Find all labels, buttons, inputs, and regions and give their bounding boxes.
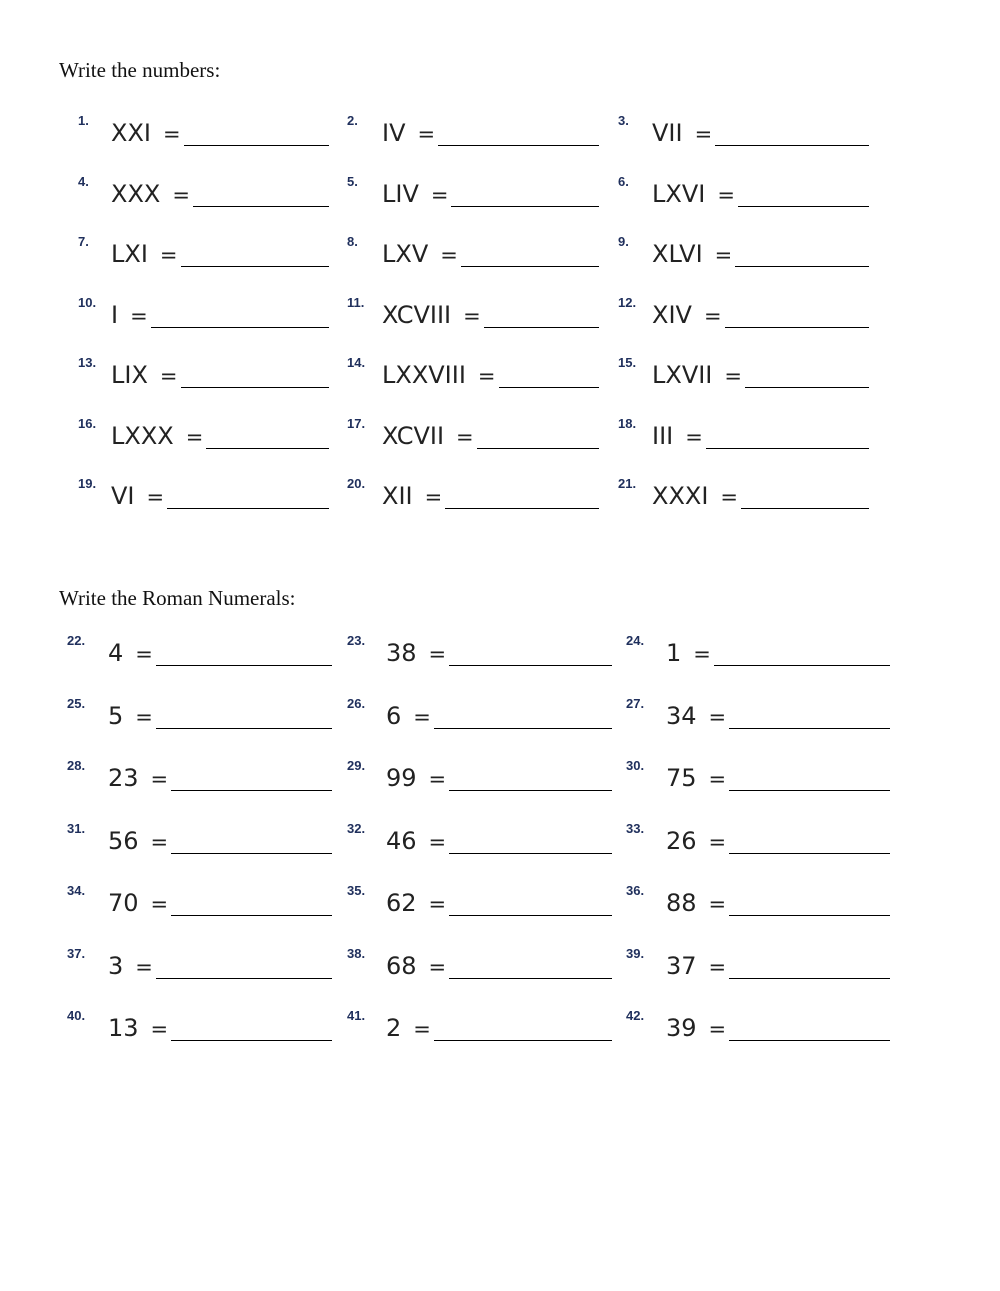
exercise-question xyxy=(386,827,446,855)
exercise-item xyxy=(626,758,890,804)
exercise-question xyxy=(108,639,153,667)
answer-blank[interactable] xyxy=(729,790,890,791)
exercise-item xyxy=(78,416,329,462)
exercise-question xyxy=(386,764,446,792)
answer-blank[interactable] xyxy=(434,728,612,729)
equals-sign: = xyxy=(708,829,727,854)
question-value: III xyxy=(652,421,674,450)
answer-blank[interactable] xyxy=(181,387,329,388)
exercise-question xyxy=(386,702,431,730)
exercise-item xyxy=(626,883,890,929)
equals-sign: = xyxy=(477,364,496,388)
question-value: 88 xyxy=(666,889,697,917)
question-value: 68 xyxy=(386,951,417,980)
exercise-item xyxy=(347,113,599,159)
exercise-question xyxy=(108,1014,168,1042)
question-value: 70 xyxy=(108,889,139,917)
exercise-item xyxy=(347,633,612,679)
exercise-item xyxy=(618,113,869,159)
exercise-question xyxy=(386,889,446,917)
question-value: XLVI xyxy=(652,240,703,268)
exercise-question xyxy=(666,702,726,730)
question-value: LXI xyxy=(111,240,148,268)
equals-sign: = xyxy=(424,485,443,509)
exercise-item xyxy=(78,113,329,159)
exercise-item xyxy=(347,821,612,867)
question-value: 56 xyxy=(108,826,139,855)
exercise-number: 8. xyxy=(347,234,358,249)
exercise-number: 39. xyxy=(626,945,645,961)
question-value: 39 xyxy=(666,1014,697,1042)
exercise-item xyxy=(347,758,612,804)
answer-blank[interactable] xyxy=(729,978,890,979)
equals-sign: = xyxy=(417,122,436,146)
equals-sign: = xyxy=(428,642,447,666)
exercise-question xyxy=(382,180,448,208)
exercise-number: 25. xyxy=(67,695,86,711)
exercise-item xyxy=(626,696,890,742)
exercise-number: 24. xyxy=(626,633,645,648)
answer-blank[interactable] xyxy=(738,206,869,207)
answer-blank[interactable] xyxy=(167,508,329,509)
equals-sign: = xyxy=(708,954,727,979)
exercise-item xyxy=(347,295,599,341)
exercise-number: 16. xyxy=(78,415,97,431)
question-value: I xyxy=(111,300,119,329)
question-value: LIV xyxy=(382,179,419,208)
equals-sign: = xyxy=(130,303,148,328)
answer-blank[interactable] xyxy=(184,145,329,146)
exercise-item xyxy=(67,696,332,742)
equals-sign: = xyxy=(172,182,190,207)
exercise-number: 42. xyxy=(626,1008,645,1023)
exercise-number: 17. xyxy=(347,415,366,431)
answer-blank[interactable] xyxy=(729,915,890,916)
exercise-number: 23. xyxy=(347,633,366,648)
equals-sign: = xyxy=(135,704,153,729)
exercise-question xyxy=(666,952,726,980)
question-value: 1 xyxy=(666,639,682,667)
exercise-item xyxy=(618,355,869,401)
exercise-number: 6. xyxy=(618,173,629,189)
answer-blank[interactable] xyxy=(729,853,890,854)
answer-blank[interactable] xyxy=(156,665,332,666)
question-value: 2 xyxy=(386,1014,402,1042)
question-value: 46 xyxy=(386,826,417,855)
equals-sign: = xyxy=(413,704,431,729)
exercise-question xyxy=(666,827,726,855)
answer-blank[interactable] xyxy=(745,387,869,388)
equals-sign: = xyxy=(428,954,447,979)
answer-blank[interactable] xyxy=(484,327,599,328)
equals-sign: = xyxy=(708,704,727,729)
question-value: 6 xyxy=(386,701,402,730)
exercise-item xyxy=(67,946,332,992)
answer-blank[interactable] xyxy=(193,206,329,207)
equals-sign: = xyxy=(724,364,742,388)
question-value: 62 xyxy=(386,889,417,917)
question-value: 23 xyxy=(108,764,139,792)
exercise-item xyxy=(618,234,869,280)
exercise-item xyxy=(626,633,890,679)
section-2-heading: Write the Roman Numerals: xyxy=(59,586,296,610)
exercise-number: 1. xyxy=(78,113,89,128)
question-value: 3 xyxy=(108,951,124,980)
exercise-question xyxy=(652,301,722,329)
question-value: 4 xyxy=(108,639,124,667)
exercise-item xyxy=(618,174,869,220)
equals-sign: = xyxy=(717,182,735,207)
equals-sign: = xyxy=(135,642,153,666)
exercise-number: 20. xyxy=(347,476,366,491)
exercise-number: 21. xyxy=(618,476,637,491)
equals-sign: = xyxy=(440,243,458,267)
exercise-number: 11. xyxy=(347,294,365,310)
exercise-number: 12. xyxy=(618,294,637,310)
exercise-question xyxy=(666,1014,726,1042)
exercise-question xyxy=(386,952,446,980)
exercise-question xyxy=(111,119,181,147)
equals-sign: = xyxy=(708,1017,727,1041)
exercise-question xyxy=(652,361,742,389)
exercise-number: 5. xyxy=(347,173,358,189)
question-value: XXI xyxy=(111,119,151,147)
exercise-item xyxy=(347,174,599,220)
equals-sign: = xyxy=(694,122,713,146)
exercise-question xyxy=(108,889,168,917)
exercise-question xyxy=(652,119,712,147)
answer-blank[interactable] xyxy=(449,915,612,916)
exercise-question xyxy=(111,482,164,510)
question-value: XCVII xyxy=(382,421,445,450)
exercise-number: 2. xyxy=(347,113,358,128)
exercise-question xyxy=(386,639,446,667)
exercise-number: 9. xyxy=(618,234,629,249)
exercise-question xyxy=(652,240,732,268)
exercise-item xyxy=(78,295,329,341)
question-value: XCVIII xyxy=(382,300,452,329)
exercise-question xyxy=(386,1014,431,1042)
exercise-item xyxy=(78,174,329,220)
equals-sign: = xyxy=(428,767,447,791)
equals-sign: = xyxy=(162,122,181,146)
answer-blank[interactable] xyxy=(171,790,332,791)
question-value: VII xyxy=(652,119,683,147)
exercise-number: 19. xyxy=(78,476,97,491)
question-value: LXV xyxy=(382,240,429,268)
exercise-item xyxy=(347,476,599,522)
exercise-item xyxy=(67,821,332,867)
answer-blank[interactable] xyxy=(449,790,612,791)
question-value: 37 xyxy=(666,951,697,980)
answer-blank[interactable] xyxy=(729,1040,890,1041)
exercise-question xyxy=(382,482,442,510)
exercise-number: 3. xyxy=(618,113,629,128)
exercise-question xyxy=(382,361,496,389)
equals-sign: = xyxy=(456,424,474,449)
exercise-question xyxy=(666,889,726,917)
exercise-item xyxy=(78,476,329,522)
exercise-question xyxy=(111,301,148,329)
answer-blank[interactable] xyxy=(181,266,329,267)
exercise-question xyxy=(652,422,703,450)
question-value: 13 xyxy=(108,1014,139,1042)
exercise-number: 32. xyxy=(347,820,366,836)
exercise-question xyxy=(382,119,435,147)
equals-sign: = xyxy=(708,767,727,791)
exercise-number: 13. xyxy=(78,355,97,370)
answer-blank[interactable] xyxy=(461,266,599,267)
exercise-question xyxy=(111,180,190,208)
exercise-item xyxy=(78,355,329,401)
answer-blank[interactable] xyxy=(156,978,332,979)
answer-blank[interactable] xyxy=(171,1040,332,1041)
question-value: XII xyxy=(382,482,413,510)
exercise-number: 33. xyxy=(626,820,645,836)
exercise-number: 14. xyxy=(347,355,366,370)
exercise-item xyxy=(347,883,612,929)
exercise-number: 36. xyxy=(626,883,645,898)
question-value: IV xyxy=(382,119,406,147)
answer-blank[interactable] xyxy=(206,448,329,449)
exercise-item xyxy=(626,821,890,867)
exercise-number: 28. xyxy=(67,758,86,773)
exercise-number: 37. xyxy=(67,945,86,961)
exercise-number: 22. xyxy=(67,633,86,648)
exercise-number: 27. xyxy=(626,695,645,711)
exercise-number: 15. xyxy=(618,355,637,370)
question-value: XXX xyxy=(111,179,161,208)
equals-sign: = xyxy=(463,303,481,328)
exercise-number: 10. xyxy=(78,294,97,310)
exercise-question xyxy=(652,482,738,510)
exercise-number: 29. xyxy=(347,758,366,773)
question-value: LXVI xyxy=(652,179,706,208)
exercise-number: 35. xyxy=(347,883,366,898)
exercise-question xyxy=(108,702,153,730)
exercise-question xyxy=(652,180,735,208)
question-value: LIX xyxy=(111,361,148,389)
equals-sign: = xyxy=(135,954,153,979)
equals-sign: = xyxy=(720,485,739,509)
exercise-item xyxy=(347,1008,612,1054)
exercise-item xyxy=(618,476,869,522)
exercise-number: 34. xyxy=(67,883,86,898)
answer-blank[interactable] xyxy=(714,665,890,666)
question-value: 34 xyxy=(666,701,697,730)
question-value: XXXI xyxy=(652,482,709,510)
answer-blank[interactable] xyxy=(171,853,332,854)
answer-blank[interactable] xyxy=(449,853,612,854)
exercise-number: 18. xyxy=(618,415,637,431)
equals-sign: = xyxy=(159,364,178,388)
exercise-item xyxy=(626,1008,890,1054)
equals-sign: = xyxy=(150,767,169,791)
question-value: XIV xyxy=(652,300,692,329)
exercise-item xyxy=(347,234,599,280)
exercise-number: 40. xyxy=(67,1008,86,1023)
answer-blank[interactable] xyxy=(735,266,869,267)
equals-sign: = xyxy=(150,1017,169,1041)
equals-sign: = xyxy=(708,892,727,916)
exercise-number: 41. xyxy=(347,1008,366,1023)
answer-blank[interactable] xyxy=(438,145,599,146)
answer-blank[interactable] xyxy=(151,327,329,328)
exercise-question xyxy=(111,361,178,389)
equals-sign: = xyxy=(150,892,169,916)
exercise-number: 7. xyxy=(78,234,89,249)
exercise-item xyxy=(67,1008,332,1054)
exercise-item xyxy=(67,758,332,804)
equals-sign: = xyxy=(685,424,703,449)
answer-blank[interactable] xyxy=(725,327,869,328)
exercise-item xyxy=(618,416,869,462)
equals-sign: = xyxy=(428,829,447,854)
answer-blank[interactable] xyxy=(729,728,890,729)
answer-blank[interactable] xyxy=(741,508,869,509)
answer-blank[interactable] xyxy=(499,387,599,388)
section-1-heading: Write the numbers: xyxy=(59,58,221,82)
equals-sign: = xyxy=(413,1017,431,1041)
answer-blank[interactable] xyxy=(434,1040,612,1041)
exercise-question xyxy=(108,764,168,792)
exercise-item xyxy=(78,234,329,280)
question-value: 26 xyxy=(666,826,697,855)
equals-sign: = xyxy=(714,243,733,267)
question-value: 75 xyxy=(666,764,697,792)
equals-sign: = xyxy=(159,243,178,267)
equals-sign: = xyxy=(430,182,449,207)
question-value: LXXVIII xyxy=(382,361,466,389)
question-value: LXVII xyxy=(652,361,713,389)
answer-blank[interactable] xyxy=(445,508,599,509)
exercise-number: 4. xyxy=(78,173,89,189)
equals-sign: = xyxy=(185,424,204,449)
equals-sign: = xyxy=(428,892,447,916)
answer-blank[interactable] xyxy=(449,978,612,979)
equals-sign: = xyxy=(703,303,722,328)
exercise-item xyxy=(67,883,332,929)
equals-sign: = xyxy=(150,829,169,854)
answer-blank[interactable] xyxy=(715,145,869,146)
exercise-item xyxy=(347,946,612,992)
exercise-number: 30. xyxy=(626,758,645,773)
answer-blank[interactable] xyxy=(156,728,332,729)
exercise-item xyxy=(347,355,599,401)
exercise-question xyxy=(111,240,178,268)
answer-blank[interactable] xyxy=(449,665,612,666)
exercise-question xyxy=(111,422,203,450)
question-value: 38 xyxy=(386,639,417,667)
exercise-item xyxy=(67,633,332,679)
exercise-question xyxy=(666,639,711,667)
exercise-number: 31. xyxy=(67,820,86,836)
exercise-question xyxy=(108,952,153,980)
exercise-item xyxy=(347,696,612,742)
exercise-question xyxy=(666,764,726,792)
exercise-question xyxy=(108,827,168,855)
exercise-item xyxy=(618,295,869,341)
answer-blank[interactable] xyxy=(477,448,599,449)
exercise-item xyxy=(347,416,599,462)
answer-blank[interactable] xyxy=(451,206,599,207)
question-value: VI xyxy=(111,482,135,510)
exercise-item xyxy=(626,946,890,992)
question-value: 5 xyxy=(108,701,124,730)
equals-sign: = xyxy=(693,642,711,666)
question-value: LXXX xyxy=(111,421,174,450)
equals-sign: = xyxy=(146,485,165,509)
exercise-number: 26. xyxy=(347,695,366,711)
answer-blank[interactable] xyxy=(171,915,332,916)
question-value: 99 xyxy=(386,764,417,792)
exercise-number: 38. xyxy=(347,945,366,961)
exercise-question xyxy=(382,422,474,450)
exercise-question xyxy=(382,240,458,268)
exercise-question xyxy=(382,301,481,329)
answer-blank[interactable] xyxy=(706,448,869,449)
